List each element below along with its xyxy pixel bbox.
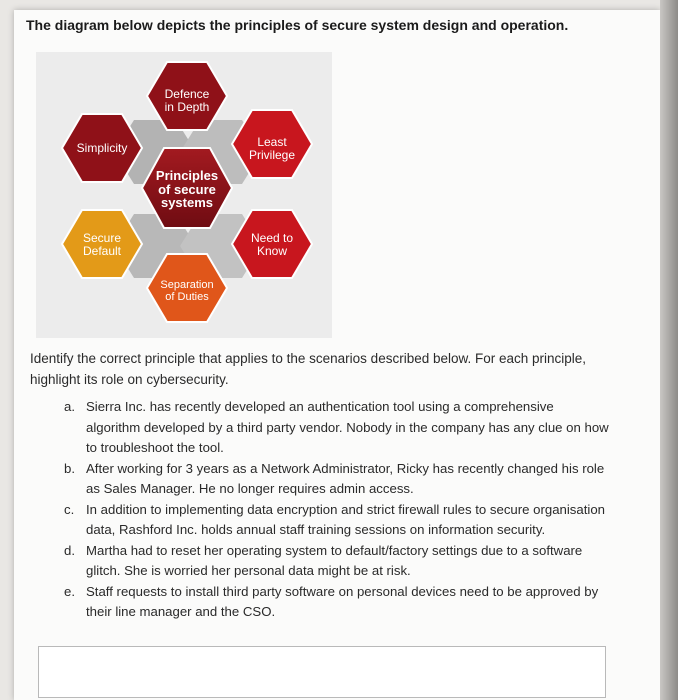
scenario-marker: c. — [64, 501, 75, 517]
label-need-to-know: Need to Know — [250, 231, 294, 258]
scenario-item-c — [50, 500, 610, 541]
scenario-text: After working for 3 years as a Network Administrator, Ricky has recently changed his role as Sales Manager. He no longer requires admin access. — [86, 460, 605, 496]
label-separation-of-duties: Separation of Duties — [160, 279, 214, 303]
scenario-text: Staff requests to install third party software on personal devices need to be approved by their line manager and the CSO. — [86, 583, 599, 619]
scenario-marker: a. — [64, 399, 75, 414]
scenario-item-e — [50, 582, 610, 623]
principles-diagram — [36, 52, 332, 338]
scenario-marker: d. — [64, 542, 75, 558]
scenario-text: Martha had to reset her operating system to default/factory settings due to a software glitch. She is worried her personal data might be at risk. — [86, 542, 583, 578]
label-least-privilege: Least Privilege — [248, 135, 296, 162]
label-center-principles: Principles of secure systems — [155, 168, 219, 211]
scenario-marker: b. — [64, 460, 75, 476]
label-defence-in-depth: Defence in Depth — [164, 87, 210, 114]
question-title: The diagram below depicts the principles of secure system design and operation. — [26, 17, 569, 33]
scenario-item-a — [50, 397, 610, 459]
scenario-item-b — [50, 459, 610, 500]
scenario-text: In addition to implementing data encryption and strict firewall rules to secure organisation data, Rashford Inc. holds annual staff training sessions on information security. — [86, 501, 605, 537]
instructions-text: Identify the correct principle that applies to the scenarios described below. For each principle, highlight its role on cybersecurity. — [30, 351, 587, 387]
answer-textbox[interactable] — [38, 646, 606, 698]
label-simplicity: Simplicity — [76, 141, 128, 155]
label-secure-default: Secure Default — [82, 231, 122, 258]
scenario-marker: e. — [64, 583, 75, 599]
scenario-item-d — [50, 541, 610, 582]
page-edge — [660, 0, 678, 700]
scenario-text: Sierra Inc. has recently developed an authentication tool using a comprehensive algorithm developed by a third party vendor. Nobody in the company has any clue on how to troubleshoot the tool. — [86, 399, 609, 455]
scenario-list — [50, 397, 610, 623]
